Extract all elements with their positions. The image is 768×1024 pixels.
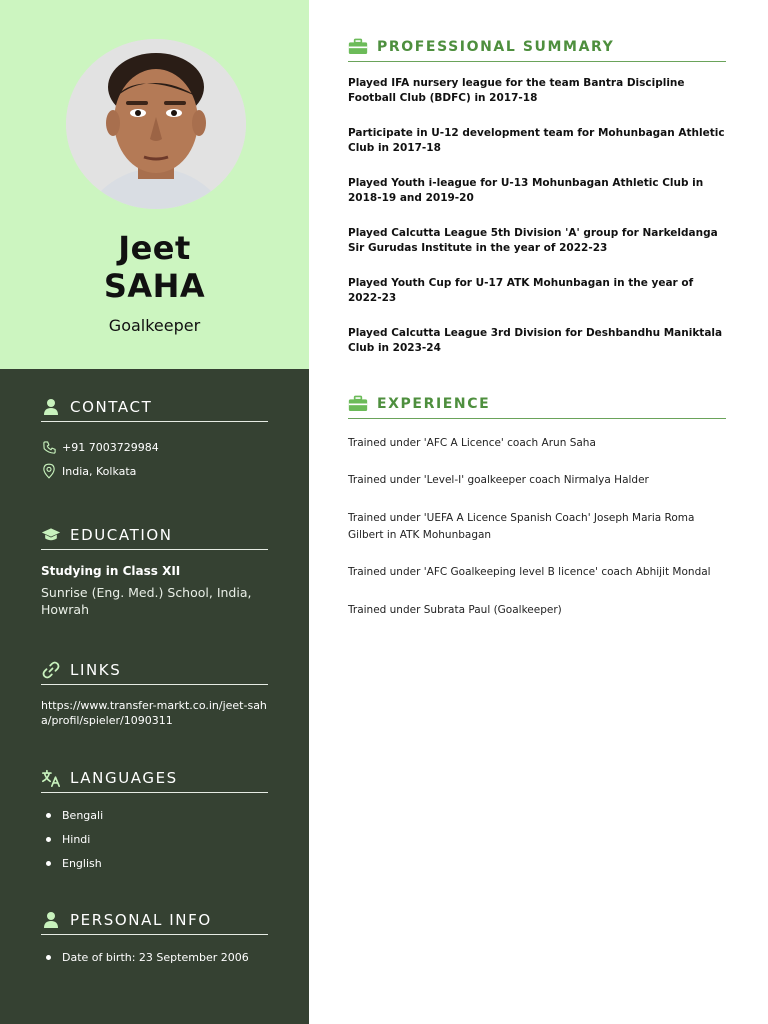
- education-title: Studying in Class XII: [41, 564, 181, 578]
- link-icon: [41, 660, 61, 680]
- links-section: [41, 659, 268, 728]
- experience-item: Trained under 'AFC A Licence' coach Arun Saha: [348, 437, 596, 449]
- phone-icon: [41, 439, 57, 455]
- job-title: Goalkeeper: [108, 316, 201, 335]
- briefcase-icon: [348, 37, 368, 57]
- summary-item: Played Calcutta League 3rd Division for Deshbandhu Maniktala Club in 2023-24: [348, 327, 723, 354]
- summary-item: Participate in U-12 development team for Mohunbagan Athletic Club in 2017-18: [348, 127, 725, 154]
- experience-item: Trained under 'AFC Goalkeeping level B licence' coach Abhijit Mondal: [348, 566, 711, 578]
- education-section: [41, 524, 268, 618]
- languages-heading: LANGUAGES: [41, 767, 268, 793]
- briefcase-icon: [348, 394, 368, 414]
- education-school: Sunrise (Eng. Med.) School, India, Howrah: [41, 585, 252, 617]
- experience-item: Trained under 'Level-I' goalkeeper coach Nirmalya Halder: [348, 474, 649, 486]
- experience-heading: EXPERIENCE: [348, 393, 726, 419]
- education-heading: EDUCATION: [41, 524, 268, 550]
- contact-heading: CONTACT: [41, 396, 268, 422]
- summary-item: Played Youth i-league for U-13 Mohunbagan Athletic Club in 2018-19 and 2019-20: [348, 177, 704, 204]
- summary-item: Played Calcutta League 5th Division 'A' group for Narkeldanga Sir Gurudas Institute in the year of 2022-23: [348, 227, 718, 254]
- links-heading: LINKS: [41, 659, 268, 685]
- last-name: SAHA: [103, 267, 206, 305]
- contact-phone: +91 7003729984: [41, 439, 268, 455]
- personal-info-heading: PERSONAL INFO: [41, 909, 268, 935]
- contact-section: [41, 396, 268, 479]
- language-item: Hindi: [41, 827, 268, 851]
- translate-icon: [41, 768, 61, 788]
- profile-photo: [66, 39, 246, 209]
- person-icon: [41, 910, 61, 930]
- transfermarkt-link[interactable]: https://www.transfer-markt.co.in/jeet-saha/profil/spieler/1090311: [41, 699, 267, 727]
- graduation-cap-icon: [41, 525, 61, 545]
- first-name: Jeet: [118, 229, 191, 267]
- profile-header: [0, 0, 309, 369]
- experience-section: [348, 393, 726, 619]
- location-pin-icon: [41, 463, 57, 479]
- personal-info-section: [41, 909, 268, 969]
- language-item: English: [41, 851, 268, 875]
- languages-section: [41, 767, 268, 875]
- language-item: Bengali: [41, 803, 268, 827]
- experience-item: Trained under Subrata Paul (Goalkeeper): [348, 604, 562, 616]
- personal-info-item: Date of birth: 23 September 2006: [41, 945, 268, 969]
- person-icon: [41, 397, 61, 417]
- summary-item: Played IFA nursery league for the team Bantra Discipline Football Club (BDFC) in 2017-18: [348, 77, 685, 104]
- contact-location: India, Kolkata: [41, 463, 268, 479]
- professional-summary-heading: PROFESSIONAL SUMMARY: [348, 36, 726, 62]
- experience-item: Trained under 'UEFA A Licence Spanish Coach' Joseph Maria Roma Gilbert in ATK Mohunbagan: [348, 512, 695, 541]
- summary-item: Played Youth Cup for U-17 ATK Mohunbagan in the year of 2022-23: [348, 277, 694, 304]
- professional-summary-section: [348, 36, 726, 376]
